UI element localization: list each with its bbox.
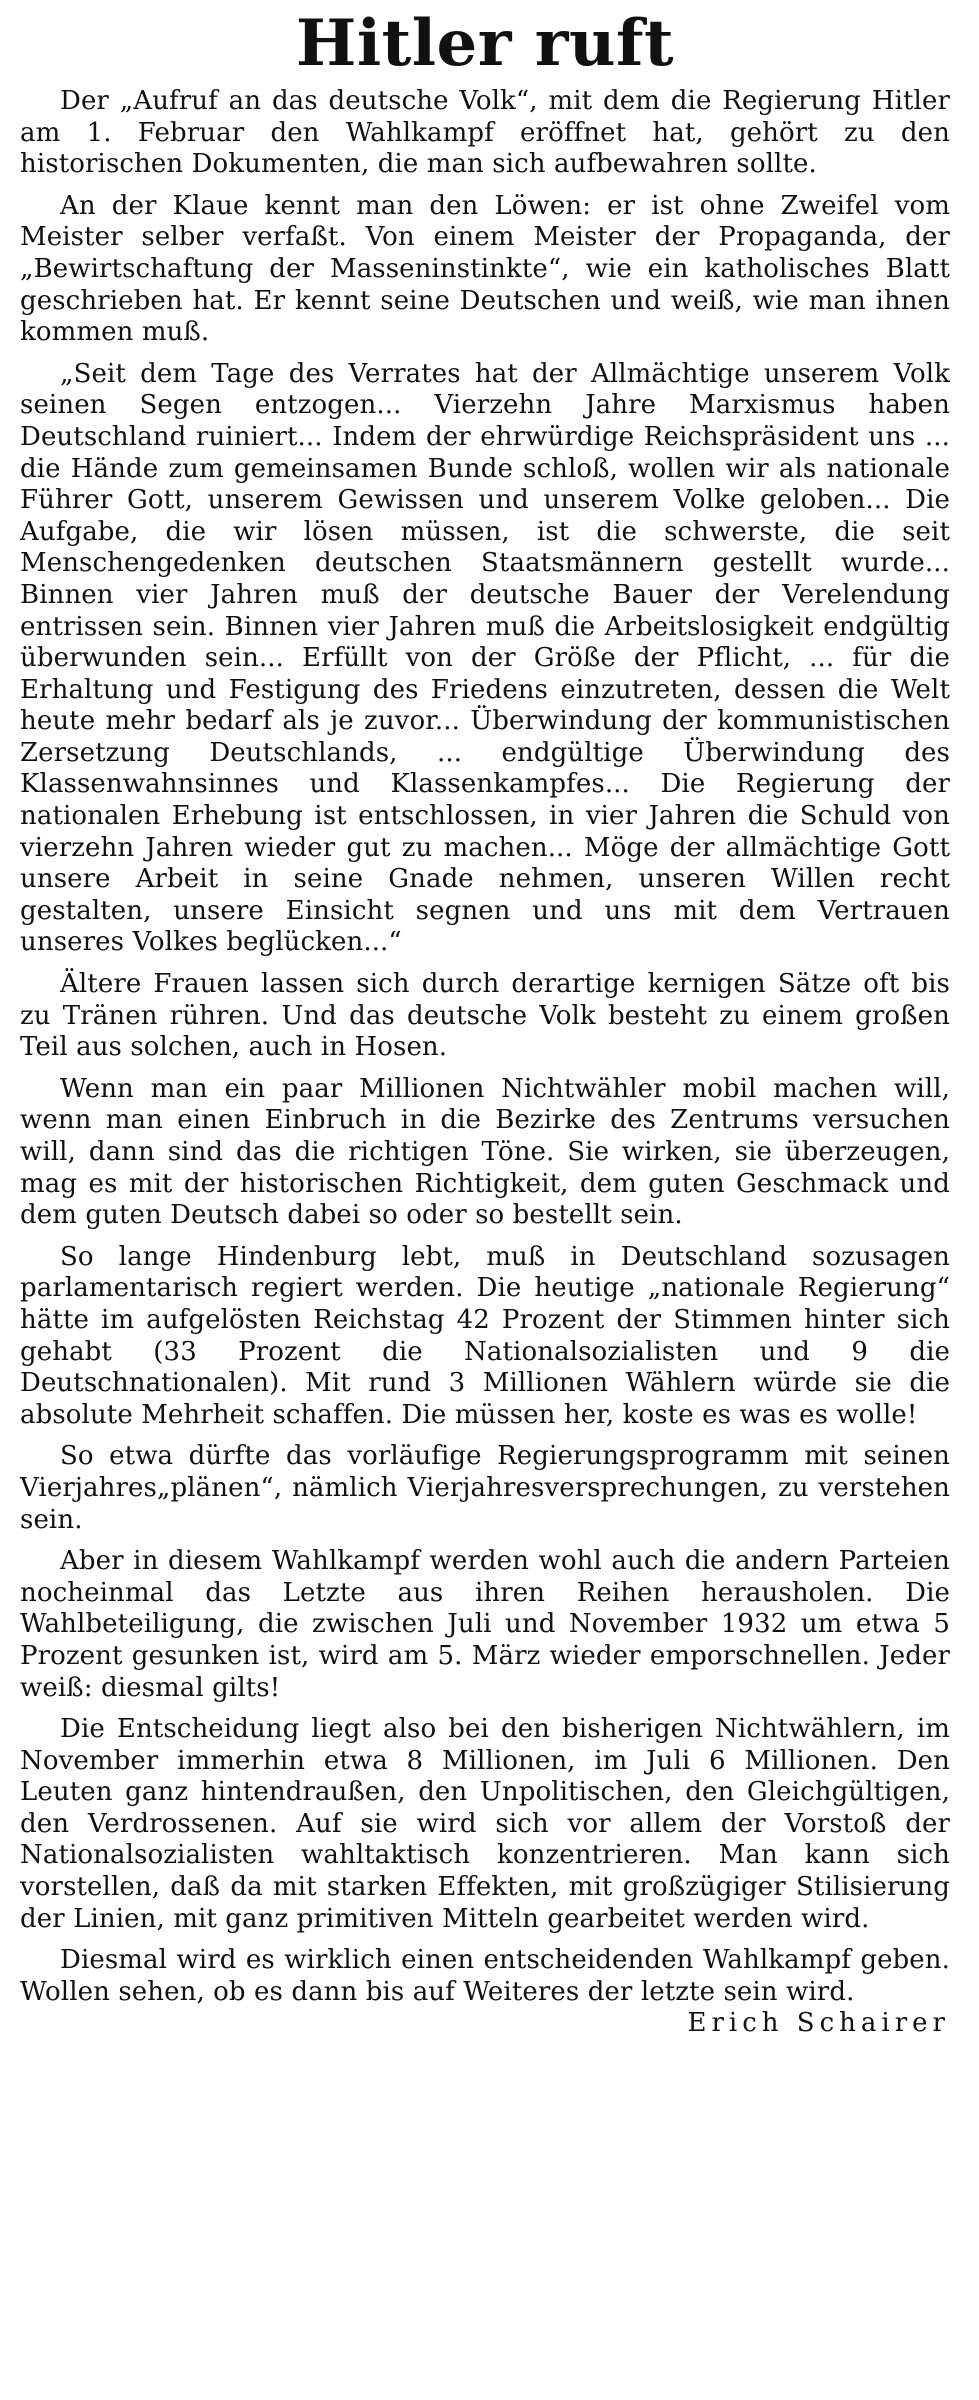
author-line xyxy=(20,2008,950,2040)
article-title: Hitler ruft xyxy=(295,6,675,81)
paragraph-9: Die Entscheidung liegt also bei den bisherigen Nichtwählern, im November immerhin etwa 8 Millionen, im Juli 6 Millionen. Den Leuten ganz hintendraußen, den Unpolitischen, den Gleichgültigen, den Verdrossenen. Auf sie wird sich vor allem der Vorstoß der Nationalsozialisten wahltaktisch konzentrieren. Man kann sich vorstellen, daß da mit starken Effekten, mit großzügiger Stilisierung der Linien, mit ganz primitiven Mitteln gearbeitet werden wird. xyxy=(20,1714,950,1934)
paragraph-3-quote: „Seit dem Tage des Verrates hat der Allmächtige unserem Volk seinen Segen entzogen... Vierzehn Jahre Marxismus haben Deutschland ruiniert... Indem der ehrwürdige Reichspräsident uns ... die Hände zum gemeinsamen Bunde schloß, wollen wir als nationale Führer Gott, unserem Gewissen und unserem Volke geloben... Die Aufgabe, die wir lösen müssen, ist die schwerste, die seit Menschengedenken deutschen Staatsmännern gestellt wurde... Binnen vier Jahren muß der deutsche Bauer der Verelendung entrissen sein. Binnen vier Jahren muß die Arbeitslosigkeit endgültig überwunden sein... Erfüllt von der Größe der Pflicht, ... für die Erhaltung und Festigung des Friedens einzutreten, dessen die Welt heute mehr bedarf als je zuvor... Überwindung der kommunistischen Zersetzung Deutschlands, ... endgültige Überwindung des Klassenwahnsinnes und Klassenkampfes... Die Regierung der nationalen Erhebung ist entschlossen, in vier Jahren die Schuld von vierzehn Jahren wieder gut zu machen... Möge der allmächtige Gott unsere Arbeit in seine Gnade nehmen, unseren Willen recht gestalten, unsere Einsicht segnen und uns mit dem Vertrauen unseres Volkes beglücken...“ xyxy=(20,358,950,958)
paragraph-10: Diesmal wird es wirklich einen entscheidenden Wahlkampf geben. Wollen sehen, ob es dann bis auf Weiteres der letzte sein wird. xyxy=(20,1945,950,2007)
paragraph-8: Aber in diesem Wahlkampf werden wohl auch die andern Parteien nocheinmal das Letzte aus ihren Reihen herausholen. Die Wahlbeteiligung, die zwischen Juli und November 1932 um etwa 5 Prozent gesunken ist, wird am 5. März wieder emporschnellen. Jeder weiß: diesmal gilts! xyxy=(20,1546,950,1703)
paragraph-4: Ältere Frauen lassen sich durch derartige kernigen Sätze oft bis zu Tränen rühren. Und das deutsche Volk besteht zu einem großen Teil aus solchen, auch in Hosen. xyxy=(20,969,950,1063)
paragraph-5: Wenn man ein paar Millionen Nichtwähler mobil machen will, wenn man einen Einbruch in die Bezirke des Zentrums versuchen will, dann sind das die richtigen Töne. Sie wirken, sie überzeugen, mag es mit der historischen Richtigkeit, dem guten Geschmack und dem guten Deutsch dabei so oder so bestellt sein. xyxy=(20,1073,950,1231)
paragraph-1: Der „Aufruf an das deutsche Volk“, mit dem die Regierung Hitler am 1. Februar den Wahlkampf eröffnet hat, gehört zu den historischen Dokumenten, die man sich aufbewahren sollte. xyxy=(20,86,950,180)
author-name: Erich Schairer xyxy=(687,2008,950,2039)
paragraph-2: An der Klaue kennt man den Löwen: er ist ohne Zweifel vom Meister selber verfaßt. Von einem Meister der Propaganda, der „Bewirtschaftung der Masseninstinkte“, wie ein katholisches Blatt geschrieben hat. Er kennt seine Deutschen und weiß, wie man ihnen kommen muß. xyxy=(20,190,950,348)
article xyxy=(20,0,950,2040)
paragraph-6: So lange Hindenburg lebt, muß in Deutschland sozusagen parlamentarisch regiert werden. Die heutige „nationale Regierung“ hätte im aufgelösten Reichstag 42 Prozent der Stimmen hinter sich gehabt (33 Prozent die Nationalsozialisten und 9 die Deutschnationalen). Mit rund 3 Millionen Wählern würde sie die absolute Mehrheit schaffen. Die müssen her, koste es was es wolle! xyxy=(20,1241,950,1430)
paragraph-7: So etwa dürfte das vorläufige Regierungsprogramm mit seinen Vierjahres„plänen“, nämlich Vierjahresversprechungen, zu verstehen sein. xyxy=(20,1441,950,1535)
